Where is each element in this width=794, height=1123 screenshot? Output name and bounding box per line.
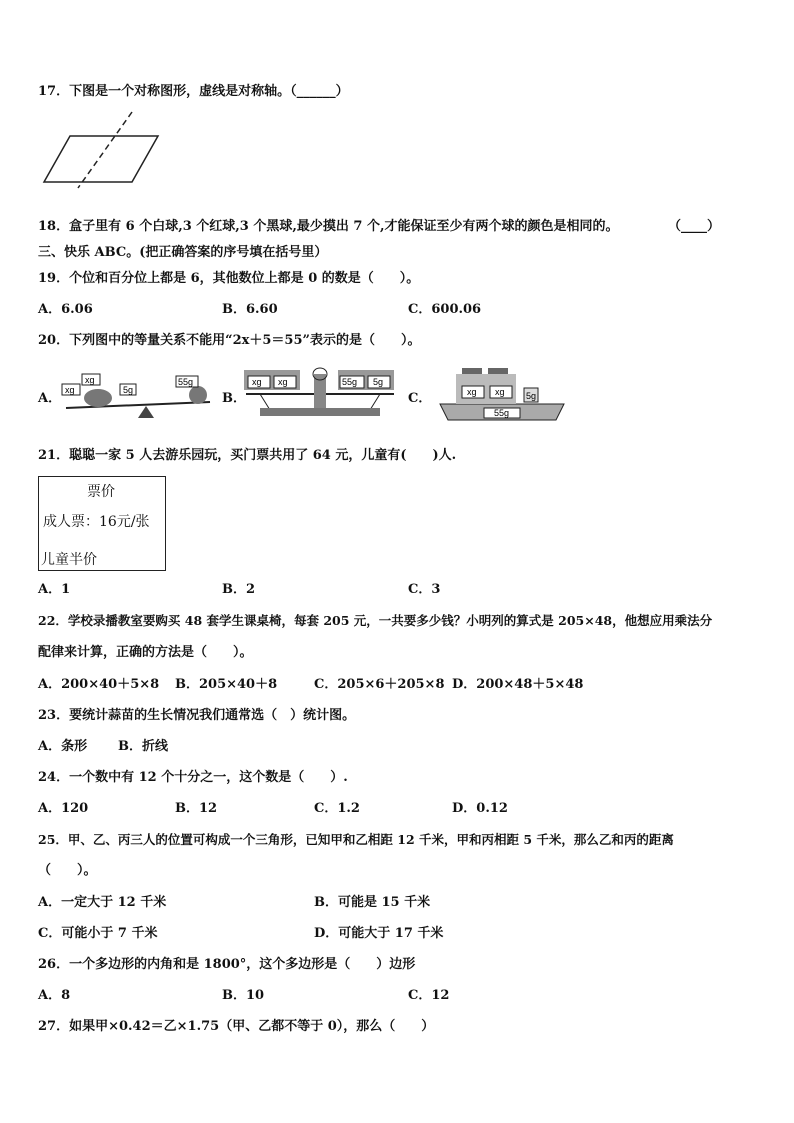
option-a[interactable]: A．120 [38, 801, 89, 816]
option-b[interactable]: B． [222, 391, 246, 406]
question-17: 17．下图是一个对称图形，虚线是对称轴。（______） [38, 84, 349, 99]
question-20: 20．下列图中的等量关系不能用“2x＋5＝55”表示的是（ ）。 [38, 333, 421, 348]
option-c[interactable]: C．1.2 [314, 801, 360, 816]
weight-label: 55g [178, 377, 194, 387]
digital-scale-image [432, 364, 572, 422]
child-price: 儿童半价 [41, 552, 97, 568]
weight-label: xg [495, 387, 505, 397]
option-d[interactable]: D．0.12 [452, 801, 508, 816]
option-a[interactable]: A．1 [38, 582, 71, 597]
question-22-cont: 配律来计算，正确的方法是（ ）。 [38, 645, 253, 660]
question-19: 19．个位和百分位上都是 6，其他数位上都是 0 的数是（ ）。 [38, 271, 420, 286]
option-a[interactable]: A． [38, 391, 62, 406]
question-26: 26．一个多边形的内角和是 1800°，这个多边形是（ ）边形 [38, 957, 416, 972]
option-a[interactable]: A．200×40＋5×8 [38, 677, 160, 692]
option-c[interactable]: C．205×6＋205×8 [314, 677, 445, 692]
option-d[interactable]: D．可能大于 17 千米 [314, 926, 444, 941]
question-25: 25．甲、乙、丙三人的位置可构成一个三角形，已知甲和乙相距 12 千米，甲和丙相距 5 千米，那么乙和丙的距离 [38, 832, 674, 847]
weight-label: xg [85, 375, 95, 385]
balance-scale-image [240, 364, 400, 420]
option-c[interactable]: C．12 [408, 988, 450, 1003]
weight-label: xg [252, 377, 262, 387]
question-23: 23．要统计蒜苗的生长情况我们通常选（ ）统计图。 [38, 708, 356, 723]
question-18: 18．盒子里有 6 个白球,3 个红球,3 个黑球,最少摸出 7 个,才能保证至少有两个球的颜色是相同的。 [38, 219, 619, 234]
option-d[interactable]: D．200×48＋5×48 [452, 677, 584, 692]
option-b[interactable]: B．2 [222, 582, 256, 597]
option-c[interactable]: C．3 [408, 582, 441, 597]
weight-label: 5g [123, 385, 134, 395]
parallelogram-figure [40, 110, 170, 190]
weight-label: xg [467, 387, 477, 397]
question-24: 24．一个数中有 12 个十分之一，这个数是（ ）. [38, 770, 348, 785]
answer-blank-18[interactable]: （____） [668, 219, 721, 234]
option-b[interactable]: B．6.60 [222, 302, 278, 317]
weight-label: 55g [342, 377, 358, 387]
option-a[interactable]: A．6.06 [38, 302, 93, 317]
weight-label: 5g [373, 377, 384, 387]
scale-readout: 55g [494, 408, 510, 418]
adult-price: 成人票：16元/张 [43, 514, 150, 530]
weight-label: 5g [526, 391, 537, 401]
weight-label: xg [278, 377, 288, 387]
option-b[interactable]: B．10 [222, 988, 265, 1003]
box-title: 票价 [87, 484, 115, 500]
option-a[interactable]: A．8 [38, 988, 71, 1003]
section-heading: 三、快乐 ABC。(把正确答案的序号填在括号里） [38, 245, 328, 260]
option-c[interactable]: C．可能小于 7 千米 [38, 926, 158, 941]
option-c[interactable]: C．600.06 [408, 302, 482, 317]
question-25-cont: （ ）。 [38, 863, 97, 878]
question-22: 22．学校录播教室要购买 48 套学生课桌椅，每套 205 元，一共要多少钱？小明列的算式是 205×48，他想应用乘法分 [38, 613, 713, 628]
option-b[interactable]: B．12 [175, 801, 218, 816]
option-b[interactable]: B．205×40＋8 [175, 677, 278, 692]
option-a[interactable]: A．条形 [38, 739, 88, 754]
question-27: 27．如果甲×0.42＝乙×1.75（甲、乙都不等于 0），那么（ ） [38, 1019, 435, 1034]
question-21: 21．聪聪一家 5 人去游乐园玩，买门票共用了 64 元，儿童有( )人. [38, 448, 457, 463]
ticket-price-box [38, 476, 166, 571]
option-a[interactable]: A．一定大于 12 千米 [38, 895, 167, 910]
weight-label: xg [65, 385, 75, 395]
seesaw-image [58, 368, 218, 420]
option-b[interactable]: B．可能是 15 千米 [314, 895, 431, 910]
option-c[interactable]: C． [408, 391, 432, 406]
option-b[interactable]: B．折线 [118, 739, 168, 754]
